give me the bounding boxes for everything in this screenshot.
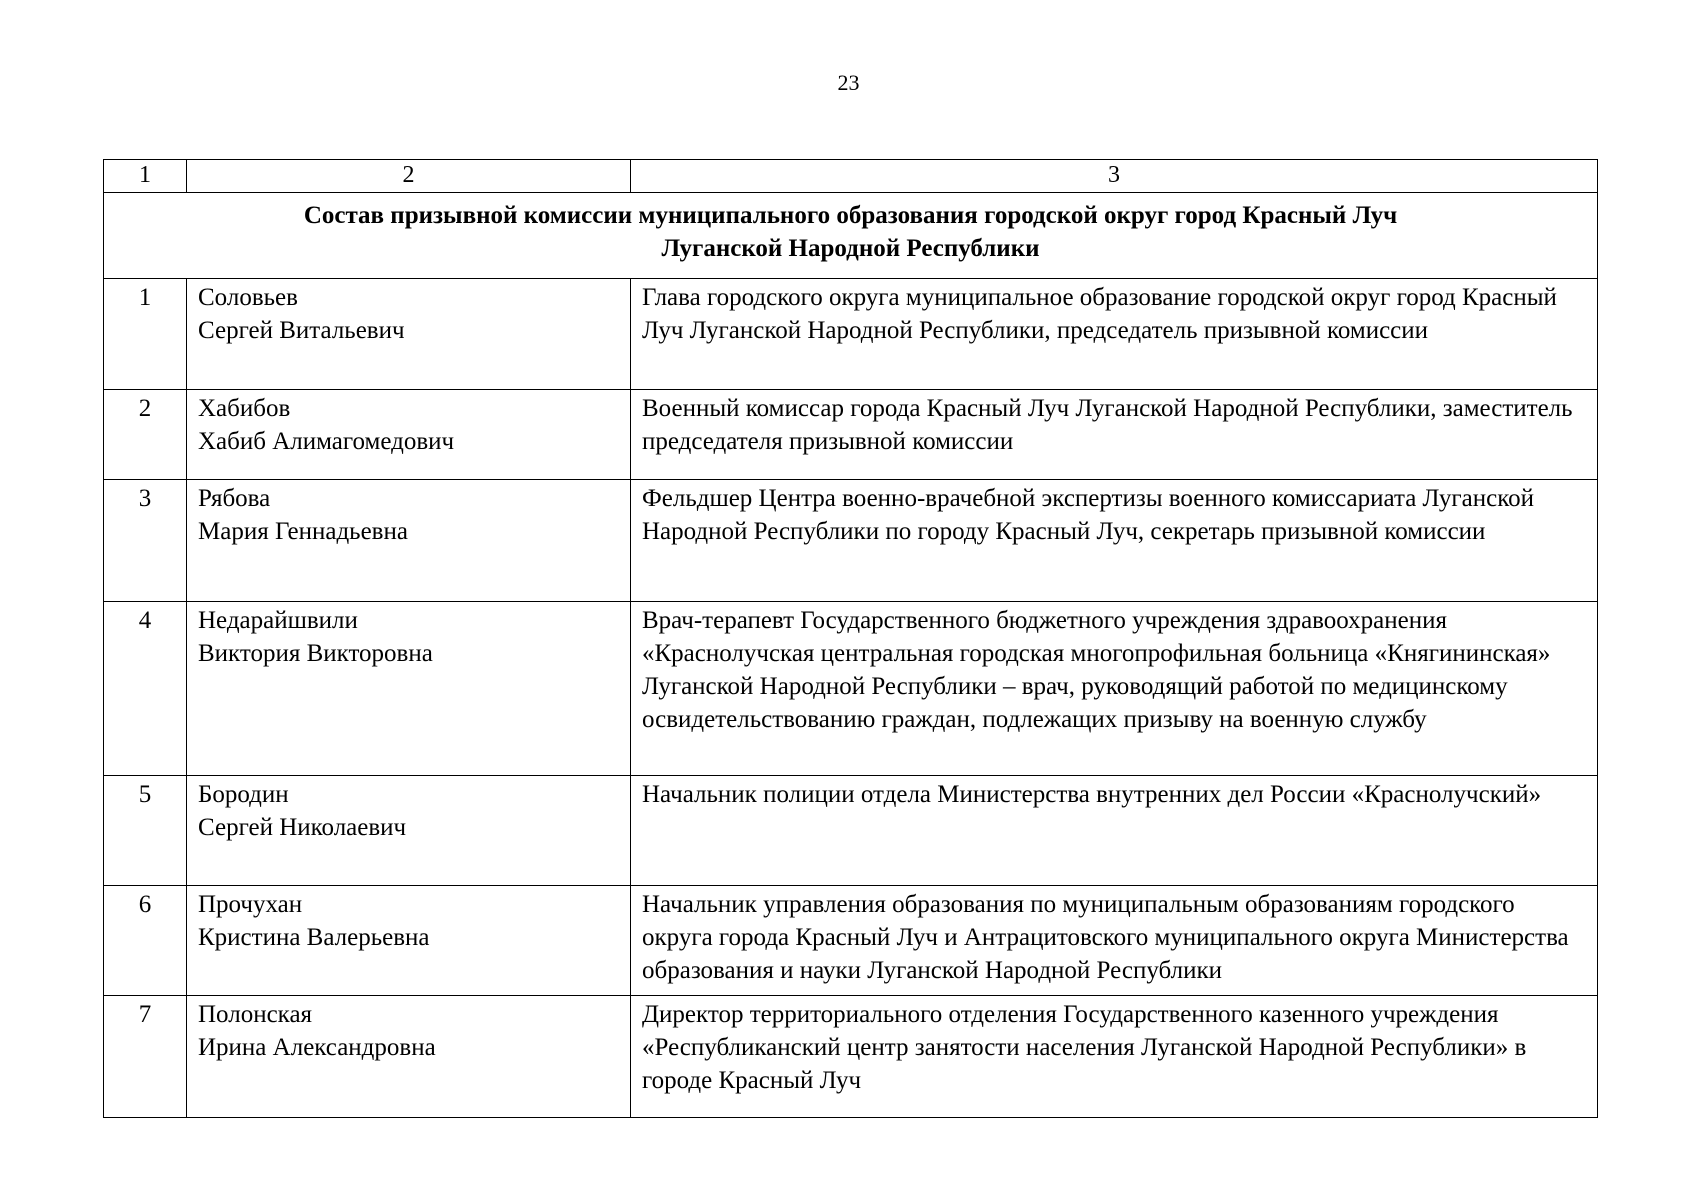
member-surname: Прочухан xyxy=(198,891,303,918)
row-number: 6 xyxy=(104,886,187,996)
member-surname: Хабибов xyxy=(198,395,291,422)
row-number: 7 xyxy=(104,996,187,1118)
table-row xyxy=(104,996,1598,1118)
member-position: Начальник полиции отдела Министерства внутренних дел России «Краснолучский» xyxy=(631,776,1598,886)
member-position: Начальник управления образования по муниципальным образованиям городского округа города Красный Луч и Антрацитовского муниципального округа Министерства образования и науки Луганской Народной Республики xyxy=(631,886,1598,996)
table-row xyxy=(104,886,1598,996)
table-row xyxy=(104,480,1598,602)
column-number-3: 3 xyxy=(631,160,1598,193)
table-row xyxy=(104,279,1598,390)
row-number: 2 xyxy=(104,390,187,480)
member-position: Глава городского округа муниципальное образование городской округ город Красный Луч Луганской Народной Республики, председатель призывной комиссии xyxy=(631,279,1598,390)
member-name xyxy=(187,996,631,1118)
table-title xyxy=(104,193,1598,279)
member-position: Врач-терапевт Государственного бюджетного учреждения здравоохранения «Краснолучская центральная городская многопрофильная больница «Княгининская» Луганской Народной Республики – врач, руководящий работой по медицинскому освидетельствованию граждан, подлежащих призыву на военную службу xyxy=(631,602,1598,776)
member-given-name: Хабиб Алимагомедович xyxy=(198,428,455,455)
column-number-row xyxy=(104,160,1598,193)
commission-table xyxy=(103,159,1598,1118)
member-name xyxy=(187,602,631,776)
member-position: Директор территориального отделения Государственного казенного учреждения «Республиканский центр занятости населения Луганской Народной Республики» в городе Красный Луч xyxy=(631,996,1598,1118)
table-row xyxy=(104,390,1598,480)
column-number-2: 2 xyxy=(187,160,631,193)
member-surname: Рябова xyxy=(198,485,271,512)
member-name xyxy=(187,480,631,602)
member-surname: Недарайшвили xyxy=(198,607,358,634)
table-title-line-2: Луганской Народной Республики xyxy=(661,235,1040,262)
table-row xyxy=(104,602,1598,776)
member-surname: Соловьев xyxy=(198,284,298,311)
row-number: 4 xyxy=(104,602,187,776)
member-position: Фельдшер Центра военно-врачебной экспертизы военного комиссариата Луганской Народной Республики по городу Красный Луч, секретарь призывной комиссии xyxy=(631,480,1598,602)
member-given-name: Сергей Николаевич xyxy=(198,814,407,841)
row-number: 3 xyxy=(104,480,187,602)
page-number: 23 xyxy=(837,70,860,95)
table-title-row xyxy=(104,193,1598,279)
row-number: 1 xyxy=(104,279,187,390)
member-given-name: Виктория Викторовна xyxy=(198,640,433,667)
table-title-line-1: Состав призывной комиссии муниципального образования городской округ город Красный Луч xyxy=(303,202,1398,229)
column-number-1: 1 xyxy=(104,160,187,193)
member-name xyxy=(187,279,631,390)
row-number: 5 xyxy=(104,776,187,886)
member-given-name: Сергей Витальевич xyxy=(198,317,405,344)
member-position: Военный комиссар города Красный Луч Луганской Народной Республики, заместитель председателя призывной комиссии xyxy=(631,390,1598,480)
member-surname: Бородин xyxy=(198,781,289,808)
member-name xyxy=(187,776,631,886)
member-given-name: Мария Геннадьевна xyxy=(198,518,408,545)
member-given-name: Кристина Валерьевна xyxy=(198,924,430,951)
member-surname: Полонская xyxy=(198,1001,313,1028)
member-name xyxy=(187,886,631,996)
table-row xyxy=(104,776,1598,886)
member-given-name: Ирина Александровна xyxy=(198,1034,436,1061)
member-name xyxy=(187,390,631,480)
